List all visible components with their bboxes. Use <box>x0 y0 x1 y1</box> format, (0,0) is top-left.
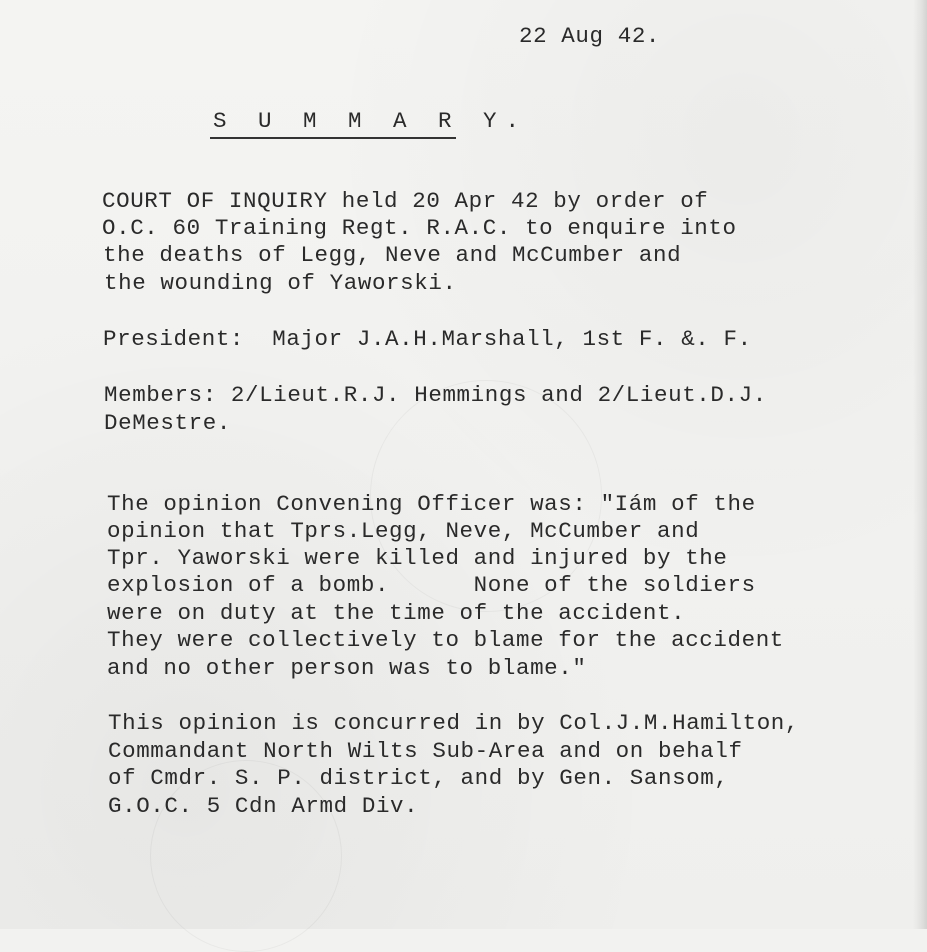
text-line: of Cmdr. S. P. district, and by Gen. Sansom, <box>108 765 729 791</box>
text-line: were on duty at the time of the accident. <box>107 600 686 626</box>
text-line: the deaths of Legg, Neve and McCumber and <box>103 242 682 268</box>
text-line: the wounding of Yaworski. <box>104 270 457 296</box>
document-date: 22 Aug 42. <box>519 23 661 49</box>
text-line: DeMestre. <box>104 410 231 436</box>
text-line: and no other person was to blame." <box>107 655 587 681</box>
title-underline <box>210 137 456 139</box>
text-line: COURT OF INQUIRY held 20 Apr 42 by order of <box>102 188 709 214</box>
text-line: G.O.C. 5 Cdn Armd Div. <box>108 793 419 819</box>
text-line: The opinion Convening Officer was: "Iám of the <box>107 491 756 517</box>
text-line: This opinion is concurred in by Col.J.M.Hamilton, <box>108 710 800 736</box>
text-line: They were collectively to blame for the accident <box>107 627 784 653</box>
text-line: Commandant North Wilts Sub-Area and on behalf <box>108 738 743 764</box>
text-line: opinion that Tprs.Legg, Neve, McCumber and <box>107 518 700 544</box>
text-line: Tpr. Yaworski were killed and injured by the <box>107 545 728 571</box>
text-line: explosion of a bomb. None of the soldiers <box>107 572 756 598</box>
document-title: S U M M A R Y. <box>213 108 529 134</box>
text-line: O.C. 60 Training Regt. R.A.C. to enquire into <box>102 215 737 241</box>
members-line: Members: 2/Lieut.R.J. Hemmings and 2/Lieut.D.J. <box>104 382 767 408</box>
page-edge-shadow <box>913 0 927 929</box>
president-line: President: Major J.A.H.Marshall, 1st F. &. F. <box>103 326 752 352</box>
